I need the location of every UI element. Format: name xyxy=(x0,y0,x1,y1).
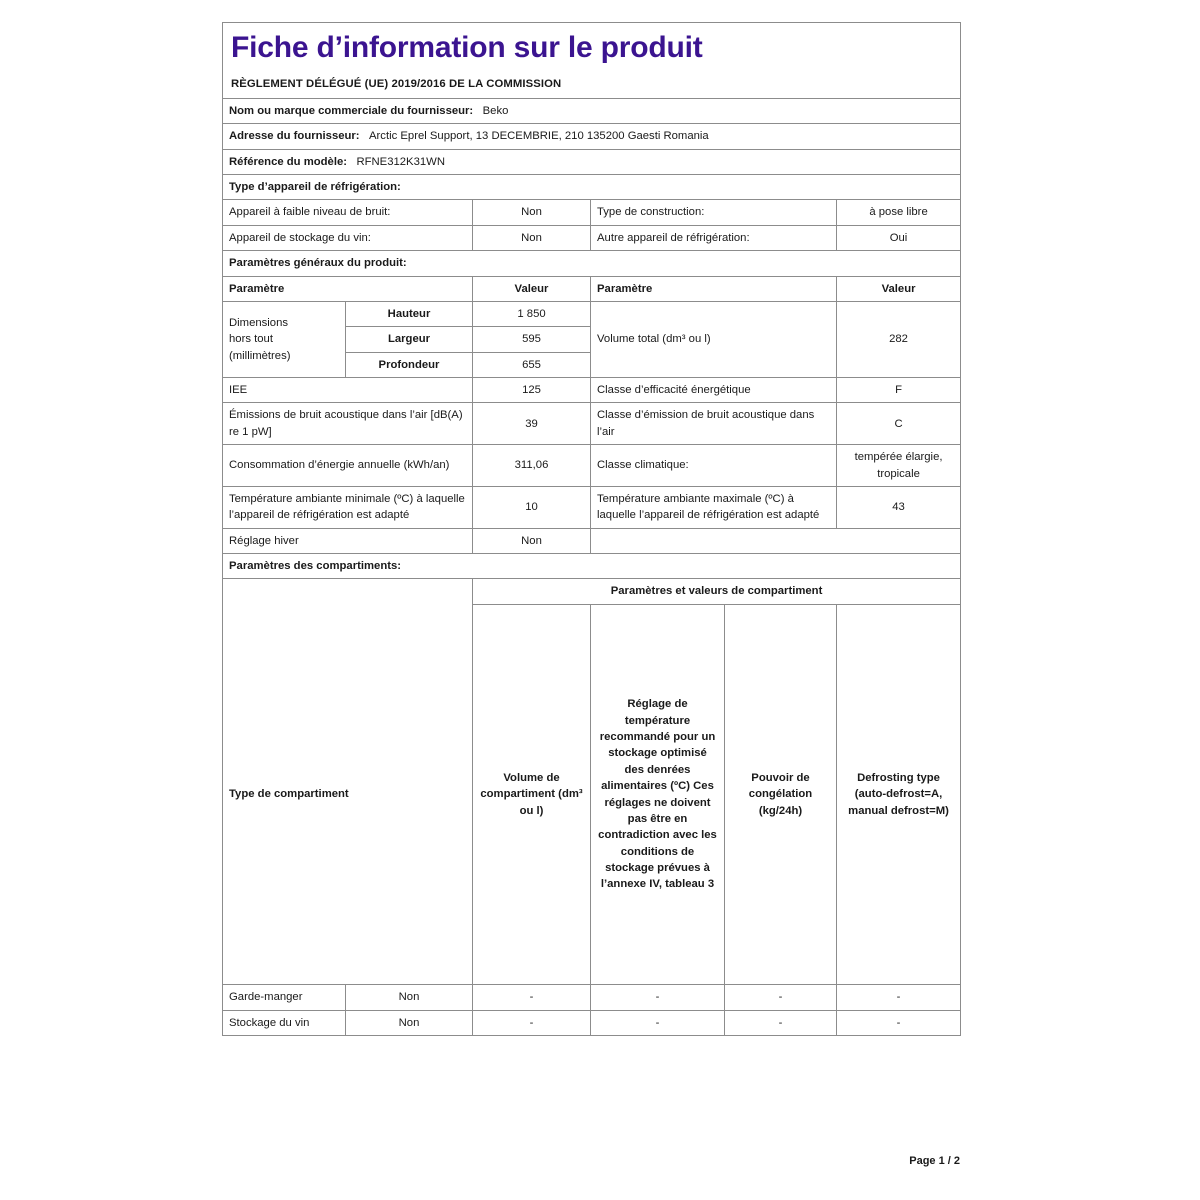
supplier-name-cell xyxy=(223,98,961,123)
compartment-present-value: Non xyxy=(346,1010,473,1035)
compartment-parameters-section-label: Paramètres des compartiments: xyxy=(223,554,961,579)
noise-emissions-label: Émissions de bruit acoustique dans l’air [dB(A) re 1 pW] xyxy=(223,403,473,445)
title-row xyxy=(223,23,961,99)
compartment-group-header: Paramètres et valeurs de compartiment xyxy=(473,579,961,604)
compartment-type-value: Stockage du vin xyxy=(223,1010,346,1035)
compartment-type-value: Garde-manger xyxy=(223,985,346,1010)
noise-emissions-row xyxy=(223,403,961,445)
min-ambient-value: 10 xyxy=(473,486,591,528)
appliance-type-section-row xyxy=(223,175,961,200)
compartment-volume-header: Volume de compartiment (dm³ ou l) xyxy=(473,604,591,985)
wine-storage-label: Appareil de stockage du vin: xyxy=(223,225,473,250)
other-refrigerating-label: Autre appareil de réfrigération: xyxy=(591,225,837,250)
winter-setting-value: Non xyxy=(473,528,591,553)
compartment-defrosting-type-value: - xyxy=(837,985,961,1010)
general-parameters-section-label: Paramètres généraux du produit: xyxy=(223,251,961,276)
title-cell xyxy=(223,23,961,99)
ambient-temperature-row xyxy=(223,486,961,528)
compartment-defrosting-type-value: - xyxy=(837,1010,961,1035)
max-ambient-value: 43 xyxy=(837,486,961,528)
noise-class-value: C xyxy=(837,403,961,445)
compartment-recommended-temp-value: - xyxy=(591,985,725,1010)
max-ambient-label: Température ambiante maximale (ºC) à laquelle l’appareil de réfrigération est adapté xyxy=(591,486,837,528)
regulation-subtitle: RÈGLEMENT DÉLÉGUÉ (UE) 2019/2016 DE LA COMMISSION xyxy=(231,77,562,90)
width-label: Largeur xyxy=(346,327,473,352)
construction-type-value: à pose libre xyxy=(837,200,961,225)
supplier-name-label: Nom ou marque commerciale du fournisseur: xyxy=(229,104,474,117)
winter-setting-empty-cell xyxy=(591,528,961,553)
dimensions-label-line3: (millimètres) xyxy=(229,349,291,362)
construction-type-label: Type de construction: xyxy=(591,200,837,225)
width-value: 595 xyxy=(473,327,591,352)
compartment-volume-value: - xyxy=(473,1010,591,1035)
height-label: Hauteur xyxy=(346,301,473,326)
noise-emissions-value: 39 xyxy=(473,403,591,445)
table-row xyxy=(223,1010,961,1035)
parameters-header-row xyxy=(223,276,961,301)
annual-energy-label: Consommation d’énergie annuelle (kWh/an) xyxy=(223,445,473,487)
appliance-type-section-label: Type d’appareil de réfrigération: xyxy=(223,175,961,200)
winter-setting-label: Réglage hiver xyxy=(223,528,473,553)
compartment-recommended-temp-header: Réglage de température recommandé pour un stockage optimisé des denrées alimentaires (ºC) Ces réglages ne doivent pas être en contradiction avec les conditions de stockage prévues à l’annexe IV, tableau 3 xyxy=(591,604,725,985)
depth-value: 655 xyxy=(473,352,591,377)
height-value: 1 850 xyxy=(473,301,591,326)
parameter-right-header: Paramètre xyxy=(591,276,837,301)
value-left-header: Valeur xyxy=(473,276,591,301)
noise-class-label: Classe d’émission de bruit acoustique dans l’air xyxy=(591,403,837,445)
annual-energy-value: 311,06 xyxy=(473,445,591,487)
dimensions-label-line2: hors tout xyxy=(229,333,273,346)
appliance-type-row xyxy=(223,225,961,250)
value-right-header: Valeur xyxy=(837,276,961,301)
compartment-columns-header-row xyxy=(223,604,961,985)
table-row xyxy=(223,985,961,1010)
dimensions-label-line1: Dimensions xyxy=(229,316,289,329)
compartment-parameters-section-row xyxy=(223,554,961,579)
min-ambient-label: Température ambiante minimale (ºC) à laquelle l’appareil de réfrigération est adapté xyxy=(223,486,473,528)
compartment-present-value: Non xyxy=(346,985,473,1010)
supplier-name-row xyxy=(223,98,961,123)
iee-row xyxy=(223,378,961,403)
climate-class-value: tempérée élargie, tropicale xyxy=(837,445,961,487)
product-information-sheet xyxy=(222,22,960,1036)
depth-label: Profondeur xyxy=(346,352,473,377)
compartment-volume-value: - xyxy=(473,985,591,1010)
dimensions-label xyxy=(223,301,346,377)
other-refrigerating-value: Oui xyxy=(837,225,961,250)
compartment-freezing-capacity-value: - xyxy=(725,1010,837,1035)
winter-setting-row xyxy=(223,528,961,553)
total-volume-value: 282 xyxy=(837,301,961,377)
model-reference-label: Référence du modèle: xyxy=(229,155,348,168)
energy-class-label: Classe d’efficacité énergétique xyxy=(591,378,837,403)
supplier-address-row xyxy=(223,124,961,149)
iee-value: 125 xyxy=(473,378,591,403)
compartment-recommended-temp-value: - xyxy=(591,1010,725,1035)
dimensions-height-row xyxy=(223,301,961,326)
iee-label: IEE xyxy=(223,378,473,403)
compartment-freezing-capacity-value: - xyxy=(725,985,837,1010)
climate-class-label: Classe climatique: xyxy=(591,445,837,487)
compartment-type-header: Type de compartiment xyxy=(223,604,473,985)
page-title: Fiche d’information sur le produit xyxy=(231,31,703,64)
model-reference-cell xyxy=(223,149,961,174)
low-noise-label: Appareil à faible niveau de bruit: xyxy=(223,200,473,225)
supplier-address-label: Adresse du fournisseur: xyxy=(229,130,360,143)
parameter-left-header: Paramètre xyxy=(223,276,473,301)
compartment-defrosting-type-header: Defrosting type (auto-defrost=A, manual defrost=M) xyxy=(837,604,961,985)
appliance-type-row xyxy=(223,200,961,225)
supplier-name-value: Beko xyxy=(482,104,509,117)
page-footer: Page 1 / 2 xyxy=(909,1155,960,1167)
wine-storage-value: Non xyxy=(473,225,591,250)
fiche-table xyxy=(222,22,961,1036)
compartment-group-header-spacer xyxy=(223,579,473,604)
supplier-address-value: Arctic Eprel Support, 13 DECEMBRIE, 210 135200 Gaesti Romania xyxy=(369,130,709,143)
model-reference-row xyxy=(223,149,961,174)
model-reference-value: RFNE312K31WN xyxy=(356,155,445,168)
general-parameters-section-row xyxy=(223,251,961,276)
low-noise-value: Non xyxy=(473,200,591,225)
total-volume-label: Volume total (dm³ ou l) xyxy=(591,301,837,377)
energy-class-value: F xyxy=(837,378,961,403)
supplier-address-cell xyxy=(223,124,961,149)
annual-energy-row xyxy=(223,445,961,487)
compartment-group-header-row xyxy=(223,579,961,604)
compartment-freezing-capacity-header: Pouvoir de congélation (kg/24h) xyxy=(725,604,837,985)
